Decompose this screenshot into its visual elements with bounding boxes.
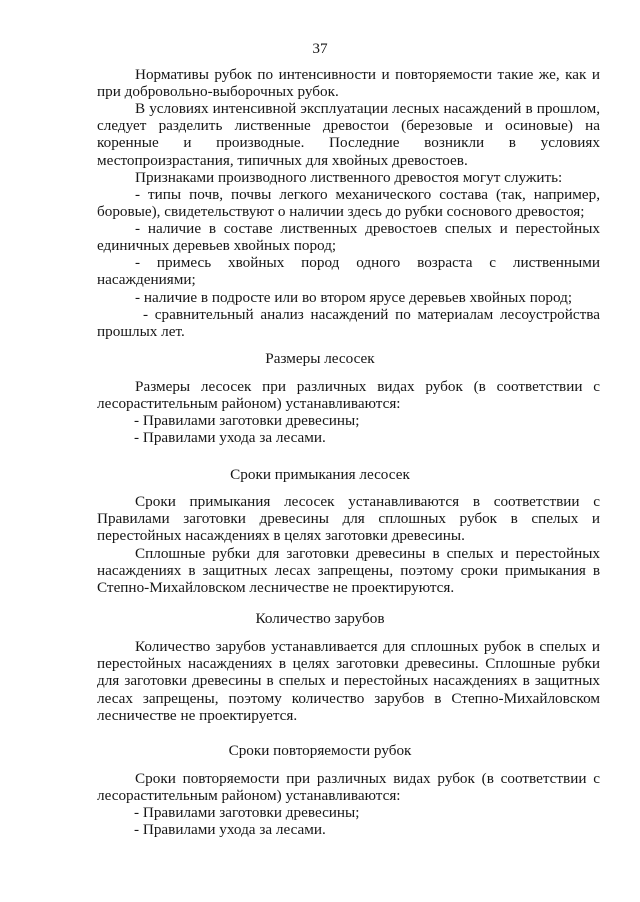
list-item-timber-harvest-rules: - Правилами заготовки древесины; (134, 412, 360, 429)
list-item-forest-care-rules: - Правилами ухода за лесами. (134, 429, 326, 446)
heading-cutting-area-size: Размеры лесосек (265, 350, 375, 367)
paragraph-signs-intro: Признаками производного лиственного древостоя могут служить: (135, 169, 563, 186)
list-item-single-conifers: - наличие в составе лиственных древостоев спелых и перестойных единичных деревьев хвойных пород; (97, 220, 600, 255)
list-item-timber-harvest-rules: - Правилами заготовки древесины; (134, 804, 360, 821)
paragraph-repeat-terms: Сроки повторяемости при различных видах рубок (в соответствии с лесорастительным районом) устанавливаются: (97, 770, 600, 805)
list-item-undergrowth: - наличие в подросте или во втором ярусе деревьев хвойных пород; (135, 289, 573, 306)
paragraph-number-of-cuts: Количество зарубов устанавливается для сплошных рубок в спелых и перестойных насаждениях в целях заготовки древесины. Сплошные рубки для заготовки древесины в спелых и перестойных насаждениях в защитных лесах запрещены, поэтому количество зарубов в Степно-Михайловском лесничестве не проектируется. (97, 638, 600, 724)
heading-adjacency-terms: Сроки примыкания лесосек (230, 466, 410, 483)
page-number: 37 (312, 40, 328, 57)
list-item-conifer-admixture: - примесь хвойных пород одного возраста с лиственными насаждениями; (97, 254, 600, 289)
list-item-soil-types: - типы почв, почвы легкого механического состава (так, например, боровые), свидетельствуют о наличии здесь до рубки соснового древостоя; (97, 186, 600, 221)
heading-number-of-cuts: Количество зарубов (255, 610, 385, 627)
paragraph-adjacency-terms: Сроки примыкания лесосек устанавливаются в соответствии с Правилами заготовки древесины для сплошных рубок в спелых и перестойных насаждениях в целях заготовки древесины. (97, 493, 600, 545)
list-item-forest-care-rules: - Правилами ухода за лесами. (134, 821, 326, 838)
paragraph-norms: Нормативы рубок по интенсивности и повторяемости такие же, как и при добровольно-выборочных рубок. (97, 66, 600, 101)
list-item-comparative-analysis: - сравнительный анализ насаждений по материалам лесоустройства прошлых лет. (97, 306, 600, 341)
heading-repeat-terms: Сроки повторяемости рубок (228, 742, 412, 759)
paragraph-cutting-area-size: Размеры лесосек при различных видах рубок (в соответствии с лесорастительным районом) устанавливаются: (97, 378, 600, 413)
paragraph-deciduous-stands: В условиях интенсивной эксплуатации лесных насаждений в прошлом, следует разделить лиственные древостои (березовые и осиновые) на коренные и производные. Последние возникли в условиях местопроизрастания, типичных для хвойных древостоев. (97, 100, 600, 169)
paragraph-clear-cut-ban: Сплошные рубки для заготовки древесины в спелых и перестойных насаждениях в защитных лесах запрещены, поэтому сроки примыкания в Степно-Михайловском лесничестве не проектируются. (97, 545, 600, 597)
